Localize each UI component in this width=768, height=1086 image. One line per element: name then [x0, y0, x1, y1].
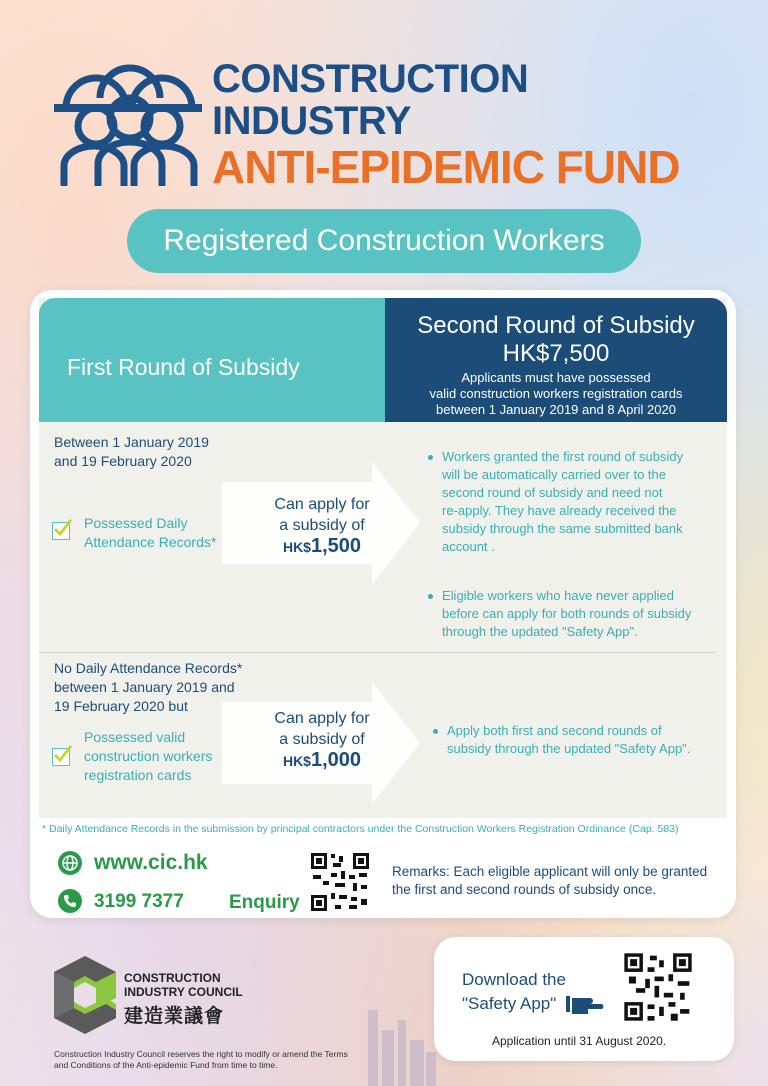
- org-name-chinese: 建造業議會: [124, 1006, 225, 1027]
- download-text-line2: "Safety App": [462, 994, 557, 1013]
- bullet: [433, 729, 438, 734]
- bullet: [428, 455, 433, 460]
- title-line-3: ANTI-EPIDEMIC FUND: [212, 141, 680, 193]
- row2-bullet-1: Apply both first and second rounds of subsidy through the updated "Safety App".: [447, 723, 691, 756]
- title-line-2: INDUSTRY: [212, 99, 411, 143]
- row1-bullet-2: Eligible workers who have never applied before can apply for both rounds of subsidy through the updated "Safety App".: [442, 588, 692, 639]
- first-round-title: First Round of Subsidy: [67, 354, 300, 380]
- website-link[interactable]: www.cic.hk: [94, 851, 208, 874]
- row2-apply-text: Can apply for a subsidy of HK$1,000: [274, 710, 370, 771]
- phone-icon: [58, 889, 82, 913]
- application-deadline: Application until 31 August 2020.: [492, 1034, 667, 1048]
- phone-number[interactable]: 3199 7377: [94, 891, 184, 912]
- disclaimer: Construction Industry Council reserves the right to modify or amend the Terms and Conditions of the Anti-epidemic Fund from time to time.: [54, 1049, 348, 1070]
- row1-apply-text: Can apply for a subsidy of HK$1,500: [274, 496, 370, 557]
- row2-amount: 1,000: [310, 749, 362, 771]
- org-name-line2: INDUSTRY COUNCIL: [124, 985, 243, 999]
- bullet: [428, 594, 433, 599]
- city-skyline-image: [360, 1000, 440, 1086]
- row1-condition: Possessed Daily Attendance Records*: [84, 515, 217, 550]
- second-round-header: [385, 298, 727, 422]
- row-divider: [39, 652, 715, 653]
- pointing-hand-icon: [566, 992, 606, 1016]
- title-line-1: CONSTRUCTION: [212, 57, 529, 101]
- cic-logo-icon: [52, 954, 118, 1036]
- checkbox-icon: [52, 522, 70, 540]
- row2-period: No Daily Attendance Records* between 1 January 2019 and 19 February 2020 but: [54, 660, 243, 714]
- row1-period: Between 1 January 2019 and 19 February 2020: [54, 434, 209, 469]
- row2-condition: Possessed valid construction workers registration cards: [84, 729, 213, 783]
- banner-registered-workers: Registered Construction Workers: [127, 209, 641, 273]
- second-round-requirement: Applicants must have possessed valid construction workers registration cards between 1 January 2019 and 8 April 2020: [429, 370, 683, 417]
- first-round-header: [39, 298, 385, 422]
- second-round-title: Second Round of Subsidy: [417, 312, 695, 339]
- qr-code-icon[interactable]: [309, 851, 371, 913]
- footnote: * Daily Attendance Records in the submission by principal contractors under the Construction Workers Registration Ordinance (Cap. 583): [42, 823, 679, 835]
- org-name-line1: CONSTRUCTION: [124, 971, 221, 985]
- remarks: Remarks: Each eligible applicant will only be granted the first and second rounds of subsidy once.: [392, 864, 708, 897]
- qr-code-icon[interactable]: [622, 951, 694, 1023]
- row1-amount: 1,500: [310, 535, 362, 557]
- second-round-amount: HK$7,500: [502, 340, 610, 367]
- globe-icon: [58, 851, 82, 875]
- download-text-line1: Download the: [462, 970, 566, 989]
- workers-helmet-icon: [44, 46, 212, 191]
- enquiry-label: Enquiry: [229, 892, 300, 913]
- row1-bullet-1: Workers granted the first round of subsidy will be automatically carried over to the second round of subsidy and need not re-apply. They have already received the subsidy through the same submitted bank account .: [442, 449, 684, 554]
- checkbox-icon: [52, 748, 70, 766]
